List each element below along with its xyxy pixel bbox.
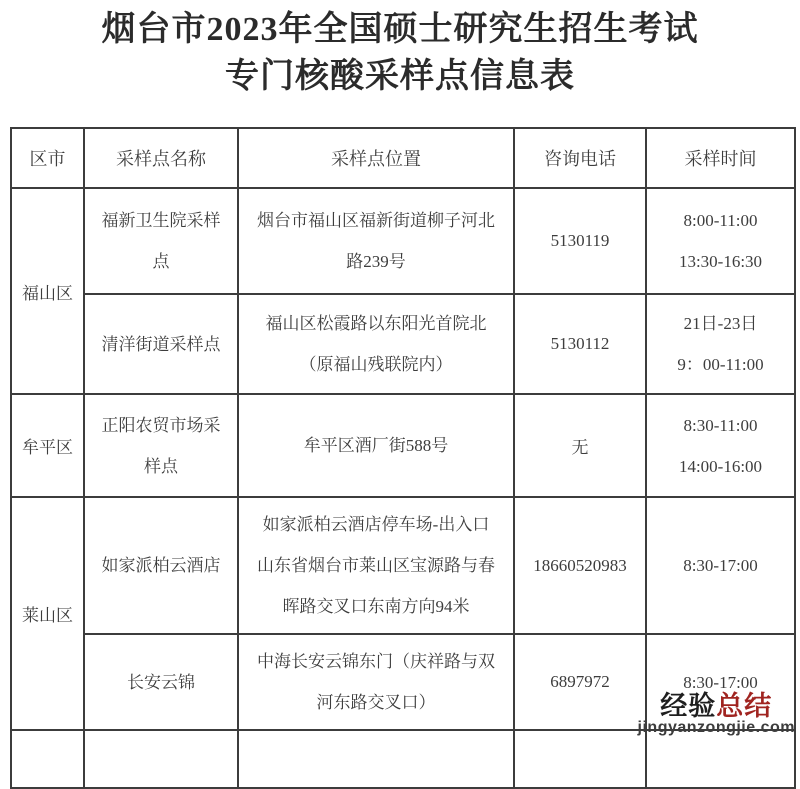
phone-cell: 5130112 bbox=[514, 294, 646, 394]
site-name-cell-line: 样点 bbox=[144, 456, 178, 476]
time-cell bbox=[646, 497, 795, 634]
watermark-text bbox=[638, 692, 795, 720]
location-cell bbox=[238, 294, 514, 394]
district-cell bbox=[11, 730, 84, 788]
column-header-district: 区市 bbox=[11, 128, 84, 188]
time-cell bbox=[646, 394, 795, 497]
watermark-domain: jingyanzongjie.com bbox=[637, 719, 795, 737]
table-header-row bbox=[11, 128, 795, 188]
time-cell-line: 8:00-11:00 bbox=[683, 211, 758, 230]
time-cell bbox=[646, 730, 795, 788]
table-row bbox=[11, 730, 795, 788]
location-cell bbox=[238, 394, 514, 497]
table-row bbox=[11, 188, 795, 294]
site-name-cell bbox=[84, 394, 238, 497]
location-cell bbox=[238, 188, 514, 294]
location-cell-line: 福山区松霞路以东阳光首院北 bbox=[265, 314, 487, 333]
location-cell-line: 河东路交叉口） bbox=[316, 693, 436, 712]
location-cell-line: （原福山残联院内） bbox=[299, 355, 453, 374]
column-header-time: 采样时间 bbox=[646, 128, 795, 188]
phone-cell: 6897972 bbox=[514, 634, 646, 730]
location-cell-line: 中海长安云锦东门（庆祥路与双 bbox=[257, 652, 495, 671]
site-name-cell-line: 长安云锦 bbox=[127, 672, 195, 692]
site-name-cell bbox=[84, 294, 238, 394]
time-cell-line: 8:30-17:00 bbox=[683, 672, 758, 692]
site-name-cell-line: 点 bbox=[152, 252, 170, 271]
watermark-text-red: 总结 bbox=[716, 691, 773, 721]
column-header-location: 采样点位置 bbox=[238, 128, 514, 188]
page-title bbox=[0, 6, 800, 100]
table-row bbox=[11, 497, 795, 634]
location-cell-line: 如家派柏云酒店停车场-出入口 bbox=[262, 515, 490, 534]
site-name-cell-line: 福新卫生院采样 bbox=[101, 211, 221, 230]
location-cell-line: 烟台市福山区福新街道柳子河北 bbox=[257, 211, 495, 230]
site-name-cell-line: 清洋街道采样点 bbox=[101, 334, 221, 354]
location-cell bbox=[238, 634, 514, 730]
site-name-cell bbox=[84, 497, 238, 634]
table-row bbox=[11, 294, 795, 394]
time-cell-line: 14:00-16:00 bbox=[678, 456, 763, 476]
district-cell: 福山区 bbox=[11, 188, 84, 394]
location-cell-line: 晖路交叉口东南方向94米 bbox=[282, 597, 470, 616]
time-cell-line: 21日-23日 bbox=[683, 314, 758, 333]
column-header-site-name: 采样点名称 bbox=[84, 128, 238, 188]
sampling-points-table bbox=[10, 127, 796, 789]
location-cell bbox=[238, 497, 514, 634]
location-cell-line: 山东省烟台市莱山区宝源路与春 bbox=[257, 556, 495, 575]
watermark bbox=[638, 692, 795, 737]
phone-cell: 无 bbox=[514, 394, 646, 497]
site-name-cell-line: 如家派柏云酒店 bbox=[101, 556, 221, 575]
district-cell: 牟平区 bbox=[11, 394, 84, 497]
phone-cell: 5130119 bbox=[514, 188, 646, 294]
column-header-phone: 咨询电话 bbox=[514, 128, 646, 188]
time-cell-line: 8:30-17:00 bbox=[683, 556, 758, 575]
site-name-cell bbox=[84, 188, 238, 294]
site-name-cell bbox=[84, 634, 238, 730]
phone-cell bbox=[514, 730, 646, 788]
time-cell bbox=[646, 294, 795, 394]
time-cell-line: 9：00-11:00 bbox=[677, 355, 764, 374]
page-title-line2: 专门核酸采样点信息表 bbox=[225, 58, 575, 95]
phone-cell: 18660520983 bbox=[514, 497, 646, 634]
site-name-cell-line: 正阳农贸市场采 bbox=[101, 415, 221, 435]
location-cell-line: 路239号 bbox=[346, 252, 406, 271]
page-title-line1: 烟台市2023年全国硕士研究生招生考试 bbox=[101, 11, 699, 48]
table-row bbox=[11, 394, 795, 497]
district-cell: 莱山区 bbox=[11, 497, 84, 730]
time-cell bbox=[646, 188, 795, 294]
time-cell-line: 8:30-11:00 bbox=[683, 415, 758, 435]
location-cell-line: 牟平区酒厂街588号 bbox=[303, 436, 449, 455]
site-name-cell bbox=[84, 730, 238, 788]
time-cell-line: 13:30-16:30 bbox=[678, 252, 763, 271]
watermark-text-black: 经验 bbox=[660, 691, 717, 721]
location-cell bbox=[238, 730, 514, 788]
